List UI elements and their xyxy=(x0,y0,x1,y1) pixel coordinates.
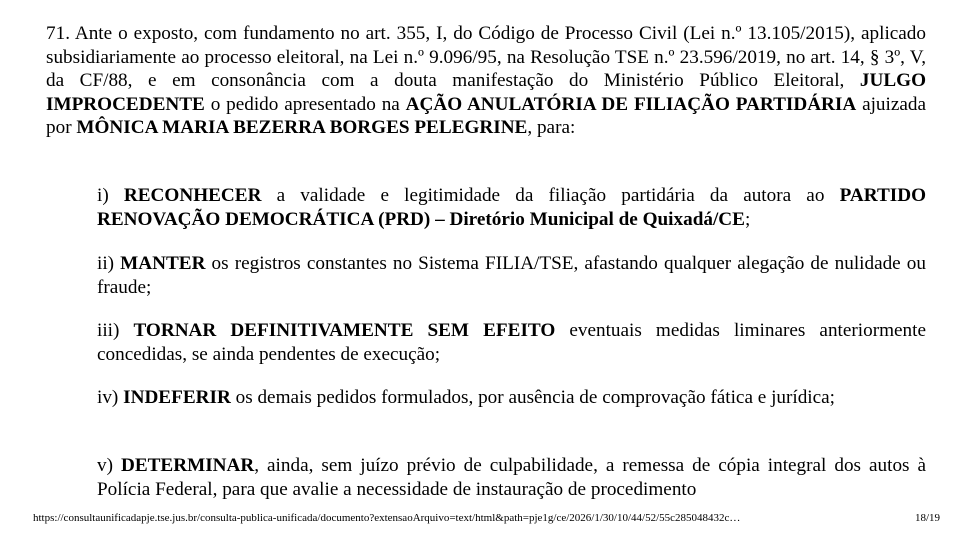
item-prefix: i) xyxy=(97,185,124,206)
ruling-judgment: JULGO IMPROCEDENTE xyxy=(46,70,926,115)
paragraph-text: 71. Ante o exposto, com fundamento no art. 355, I, do Código de Processo Civil (Lei n.º 13.105/2015), aplicado subsidiariamente ao processo eleitoral, na Lei n.º 9.096/95, na Resolução TSE n.º 23.596/2019, no art. 14, § 3º, V, da CF/88, e em consonância com a douta manifestação do Ministério Público Eleitoral, xyxy=(46,23,926,92)
item-prefix: v) xyxy=(97,455,121,476)
item-verb: INDEFERIR xyxy=(123,387,231,408)
item-verb: DETERMINAR xyxy=(120,455,255,476)
list-item xyxy=(97,252,926,299)
item-prefix: iv) xyxy=(97,387,124,408)
paragraph-71 xyxy=(46,22,926,140)
item-text: eventuais medidas liminares anteriormente concedidas, se ainda pendentes de execução; xyxy=(97,320,926,365)
list-item xyxy=(97,454,926,501)
item-text: os registros constantes no Sistema FILIA/TSE, afastando qualquer alegação de nulidade ou fraude; xyxy=(97,253,926,298)
item-text: a validade e legitimidade da filiação partidária da autora ao xyxy=(261,185,840,206)
item-text: ; xyxy=(744,208,751,230)
item-prefix: iii) xyxy=(97,320,134,341)
paragraph-text: o pedido apresentado na xyxy=(204,93,406,115)
item-verb: RECONHECER xyxy=(123,185,262,206)
item-verb: TORNAR DEFINITIVAMENTE SEM EFEITO xyxy=(133,320,556,341)
list-item xyxy=(97,184,926,231)
paragraph-text: , para: xyxy=(527,117,576,139)
paragraph-text: ajuizada por xyxy=(46,93,926,139)
action-title: AÇÃO ANULATÓRIA DE FILIAÇÃO PARTIDÁRIA xyxy=(405,93,857,115)
list-item xyxy=(97,386,926,410)
footer-url[interactable]: https://consultaunificadapje.tse.jus.br/consulta-publica-unificada/documento?extensaoArquivo=text/html&path=pje1g/ce/2026/1/30/10/44/52/55c285048432c… xyxy=(33,512,741,524)
party-name: PARTIDO RENOVAÇÃO DEMOCRÁTICA (PRD) – Diretório Municipal de Quixadá/CE xyxy=(97,185,926,230)
list-item xyxy=(97,319,926,366)
plaintiff-name: MÔNICA MARIA BEZERRA BORGES PELEGRINE xyxy=(76,117,528,139)
item-verb: MANTER xyxy=(120,253,206,274)
item-text: , ainda, sem juízo prévio de culpabilidade, a remessa de cópia integral dos autos à Polícia Federal, para que avalie a necessidade de instauração de procedimento xyxy=(97,455,926,500)
item-text: os demais pedidos formulados, por ausência de comprovação fática e jurídica; xyxy=(230,387,836,408)
page-number: 18/19 xyxy=(914,512,940,524)
page-footer xyxy=(33,511,940,525)
item-prefix: ii) xyxy=(97,253,121,274)
